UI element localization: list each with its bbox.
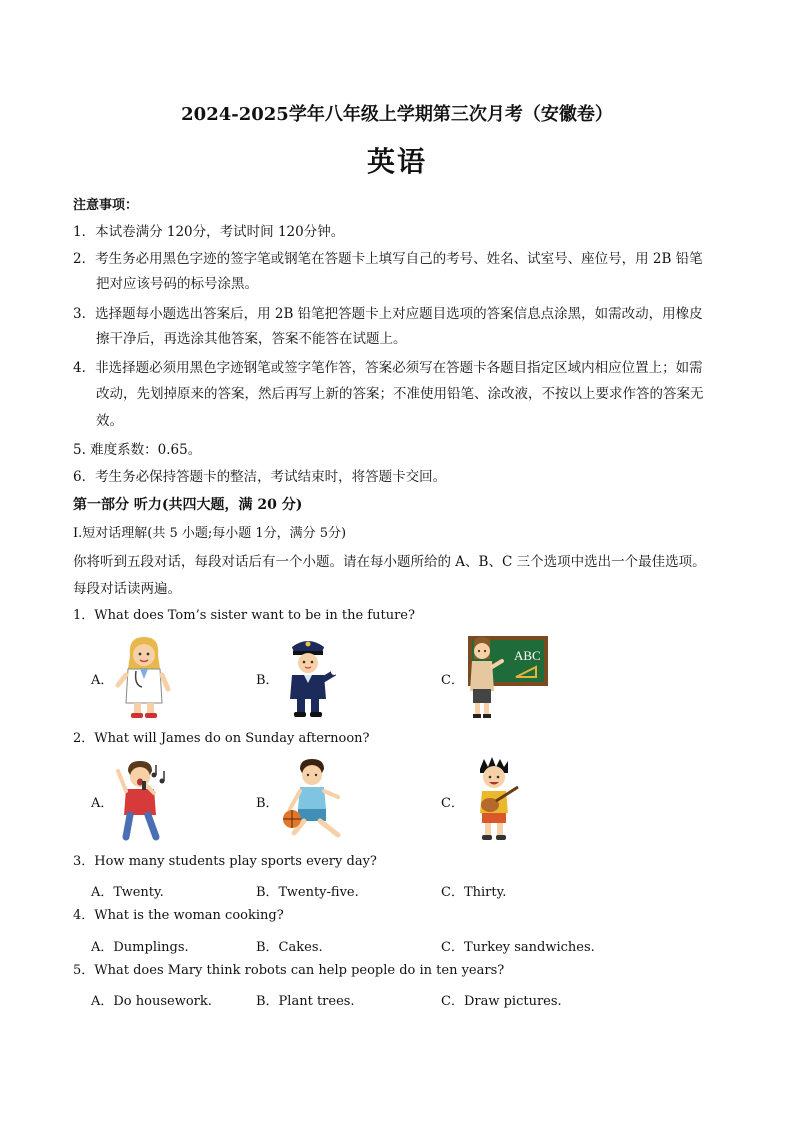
part1-title: 第一部分 听力(共四大题，满 20 分): [73, 497, 303, 513]
notice-item: 1．本试卷满分 120分，考试时间 120分钟。: [73, 224, 345, 240]
question-3: 3．How many students play sports every day?: [73, 854, 377, 869]
notice-item: 5. 难度系数：0.65。: [73, 442, 202, 458]
notice-item: 6．考生务必保持答题卡的整洁，考试结束时，将答题卡交回。: [73, 469, 447, 485]
board-text: ABC: [514, 648, 541, 663]
notice-item: 擦干净后，再选涂其他答案，答案不能答在试题上。: [96, 331, 407, 347]
notice-heading: 注意事项：: [73, 198, 139, 213]
notice-item: 2．考生务必用黑色字迹的签字笔或钢笔在答题卡上填写自己的考号、姓名、试室号、座位号，用 2B 铅笔: [73, 251, 703, 267]
option-b-label: B．: [256, 673, 279, 688]
notice-item: 改动，先划掉原来的答案，然后再写上新的答案；不准使用铅笔、涂改液，不按以上要求作答的答案无: [96, 386, 704, 402]
option-b: B．Twenty-five.: [256, 885, 359, 900]
section1-title: Ⅰ.短对话理解(共 5 小题;每小题 1分，满分 5分): [73, 526, 347, 541]
notice-item: 4．非选择题必须用黑色字迹钢笔或签字笔作答，答案必须写在答题卡各题目指定区域内相应位置上；如需: [73, 360, 703, 376]
option-a: A．Twenty.: [91, 885, 164, 900]
basketball-boy-image: [280, 757, 352, 843]
option-b: B．Cakes.: [256, 940, 323, 955]
option-c: C．Turkey sandwiches.: [441, 940, 595, 955]
police-officer-image: [280, 633, 336, 719]
option-b-label: B．: [256, 796, 279, 811]
option-c: C．Thirty.: [441, 885, 507, 900]
instructions-line: 每段对话读两遍。: [73, 581, 181, 597]
option-c-label: C．: [441, 673, 464, 688]
option-c: C．Draw pictures.: [441, 994, 562, 1009]
notice-item: 把对应该号码的标号涂黑。: [96, 276, 258, 292]
teacher-image: [466, 633, 550, 719]
notice-item: 3．选择题每小题选出答案后，用 2B 铅笔把答题卡上对应题目选项的答案信息点涂黑，如需改动，用橡皮: [73, 306, 703, 322]
guitar-boy-image: [466, 757, 526, 843]
option-a: A．Dumplings.: [91, 940, 189, 955]
option-a-label: A．: [91, 796, 114, 811]
option-c-label: C．: [441, 796, 464, 811]
notice-item: 效。: [96, 413, 123, 429]
question-4: 4．What is the woman cooking?: [73, 908, 284, 923]
option-a-label: A．: [91, 673, 114, 688]
subject-title: 英语: [366, 145, 427, 178]
option-b: B．Plant trees.: [256, 994, 355, 1009]
doctor-image: [114, 633, 174, 719]
option-a: A．Do housework.: [91, 994, 212, 1009]
exam-title: 2024-2025学年八年级上学期第三次月考（安徽卷）: [181, 104, 613, 125]
question-5: 5．What does Mary think robots can help people do in ten years?: [73, 963, 505, 978]
question-2: 2．What will James do on Sunday afternoon?: [73, 731, 370, 746]
instructions-line: 你将听到五段对话，每段对话后有一个小题。请在每小题所给的 A、B、C 三个选项中选出一个最佳选项。: [73, 554, 706, 570]
singing-boy-image: [114, 757, 174, 843]
question-1: 1．What does Tom’s sister want to be in the future?: [73, 608, 415, 623]
